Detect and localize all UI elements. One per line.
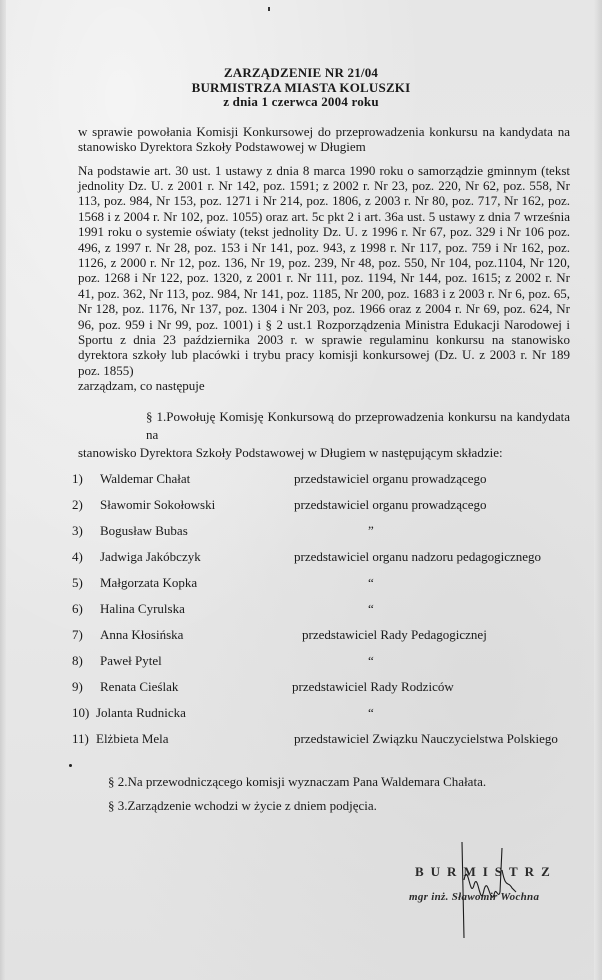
member-row bbox=[72, 574, 582, 600]
member-role: przedstawiciel Rady Pedagogicznej bbox=[302, 626, 487, 642]
member-number: 3) bbox=[72, 522, 83, 538]
member-name: Jolanta Rudnicka bbox=[96, 704, 186, 720]
member-row bbox=[72, 496, 582, 522]
member-role: przedstawiciel organu prowadzącego bbox=[294, 496, 487, 512]
member-role: przedstawiciel organu nadzoru pedagogicznego bbox=[294, 548, 542, 564]
member-name: Halina Cyrulska bbox=[100, 600, 185, 616]
page-edge-left bbox=[0, 0, 6, 980]
member-number: 8) bbox=[72, 652, 83, 668]
member-row bbox=[72, 600, 582, 626]
member-role: przedstawiciel organu prowadzącego bbox=[294, 470, 487, 486]
member-name: Paweł Pytel bbox=[100, 652, 162, 668]
member-number: 10) bbox=[72, 704, 90, 720]
legal-basis bbox=[78, 163, 570, 394]
member-row bbox=[72, 704, 582, 730]
title-line-authority: BURMISTRZA MIASTA KOLUSZKI bbox=[191, 79, 411, 95]
member-row bbox=[72, 548, 582, 574]
paragraph-3: § 3.Zarządzenie wchodzi w życie z dniem podjęcia. bbox=[108, 797, 377, 813]
member-number: 2) bbox=[72, 496, 83, 512]
member-number: 9) bbox=[72, 678, 83, 694]
member-row bbox=[72, 730, 582, 756]
member-name: Waldemar Chałat bbox=[100, 470, 191, 486]
member-role-ditto: “ bbox=[368, 600, 374, 616]
member-name: Sławomir Sokołowski bbox=[100, 496, 216, 512]
title-line-date: z dnia 1 czerwca 2004 roku bbox=[223, 94, 379, 109]
member-role-ditto: ” bbox=[368, 522, 374, 538]
member-role-ditto: “ bbox=[368, 652, 374, 668]
member-name: Małgorzata Kopka bbox=[100, 574, 198, 590]
member-number: 4) bbox=[72, 548, 83, 564]
member-row bbox=[72, 652, 582, 678]
member-number: 1) bbox=[72, 470, 83, 486]
legal-closing: zarządzam, co następuje bbox=[78, 378, 205, 394]
paragraph-1-first-line: § 1.Powołuję Komisję Konkursową do przeprowadzenia konkursu na kandydata na bbox=[146, 408, 570, 442]
member-role: przedstawiciel Rady Rodziców bbox=[292, 678, 454, 694]
member-name: Renata Cieślak bbox=[100, 678, 179, 694]
title-line-ordinance: ZARZĄDZENIE NR 21/04 bbox=[223, 65, 379, 80]
member-row bbox=[72, 678, 582, 704]
member-row bbox=[72, 626, 582, 652]
signature-block bbox=[409, 854, 579, 950]
member-name: Elżbieta Mela bbox=[96, 730, 169, 746]
member-number: 11) bbox=[72, 730, 89, 746]
legal-basis-text: Na podstawie art. 30 ust. 1 ustawy z dnia 8 marca 1990 roku o samorządzie gminnym (tekst jednolity Dz. U. z 2001 r. Nr 142, poz. 1591; z 2002 r. Nr 23, poz. 220, Nr 62, poz. 558, Nr 113, poz. 984, Nr 153, poz. 1271 i Nr 214, poz. 1806, z 2003 r. Nr 80, poz. 717, Nr 162, poz. 1568 i z 2004 r. Nr 102, poz. 1055) oraz art. 5c pkt 2 i art. 36a ust. 5 ustawy z dnia 7 września 1991 roku o systemie oświaty (tekst jednolity Dz. U. z 1996 r. Nr 67, poz. 329 i Nr 106 poz. 496, z 1997 r. Nr 28, poz. 153 i Nr 141, poz. 943, z 1998 r. Nr 117, poz. 759 i Nr 162, poz. 1126, z 2000 r. Nr 12, poz. 136, Nr 19, poz. 239, Nr 48, poz. 550, Nr 104, poz.1104, Nr 120, poz. 1268 i Nr 122, poz. 1320, z 2001 r. Nr 111, poz. 1194, Nr 144, poz. 1615; z 2002 r. Nr 41, poz. 362, Nr 113, poz. 984, Nr 141, poz. 1185, Nr 200, poz. 1683 i z 2003 r. Nr 6, poz. 65, Nr 128, poz. 1176, Nr 137, poz. 1304 i Nr 203, poz. 1966 oraz z 2004 r. Nr 69, poz. 624, Nr 96, poz. 959 i Nr 99, poz. 1001) i § 2 ust.1 Rozporządzenia Ministra Edukacji Narodowej i Sportu z dnia 23 października 2003 r. w sprawie regulaminu konkursu na stanowisko dyrektora szkoły lub placówki i trybu pracy komisji konkursowej (Dz. U. z 2003 r. Nr 189 poz. 1855) bbox=[78, 162, 570, 378]
member-number: 6) bbox=[72, 600, 83, 616]
signature-title: BURMISTRZ bbox=[415, 863, 557, 879]
member-role: przedstawiciel Związku Nauczycielstwa Polskiego bbox=[294, 730, 558, 746]
member-number: 5) bbox=[72, 574, 83, 590]
committee-members-list bbox=[72, 470, 582, 756]
member-row bbox=[72, 522, 582, 548]
member-name: Anna Kłosińska bbox=[100, 626, 184, 642]
member-role-ditto: “ bbox=[368, 704, 374, 720]
member-role-ditto: “ bbox=[368, 574, 374, 590]
signatory-name: mgr inż. Sławomir Wochna bbox=[409, 890, 540, 903]
paragraph-1 bbox=[78, 408, 570, 462]
scan-speck bbox=[268, 7, 270, 11]
paragraph-2: § 2.Na przewodniczącego komisji wyznaczam Pana Waldemara Chałata. bbox=[108, 773, 487, 789]
member-number: 7) bbox=[72, 626, 83, 642]
member-name: Bogusław Bubas bbox=[100, 522, 188, 538]
document-title bbox=[0, 66, 602, 110]
page-edge-right bbox=[594, 0, 602, 980]
member-name: Jadwiga Jakóbczyk bbox=[100, 548, 201, 564]
document-subject: w sprawie powołania Komisji Konkursowej do przeprowadzenia konkursu na kandydata na stanowisko Dyrektora Szkoły Podstawowej w Długiem bbox=[78, 123, 570, 154]
paragraph-1-rest: stanowisko Dyrektora Szkoły Podstawowej w Długiem w następującym składzie: bbox=[78, 444, 503, 460]
stray-mark bbox=[69, 764, 72, 767]
member-row bbox=[72, 470, 582, 496]
closing-paragraphs bbox=[78, 770, 570, 818]
